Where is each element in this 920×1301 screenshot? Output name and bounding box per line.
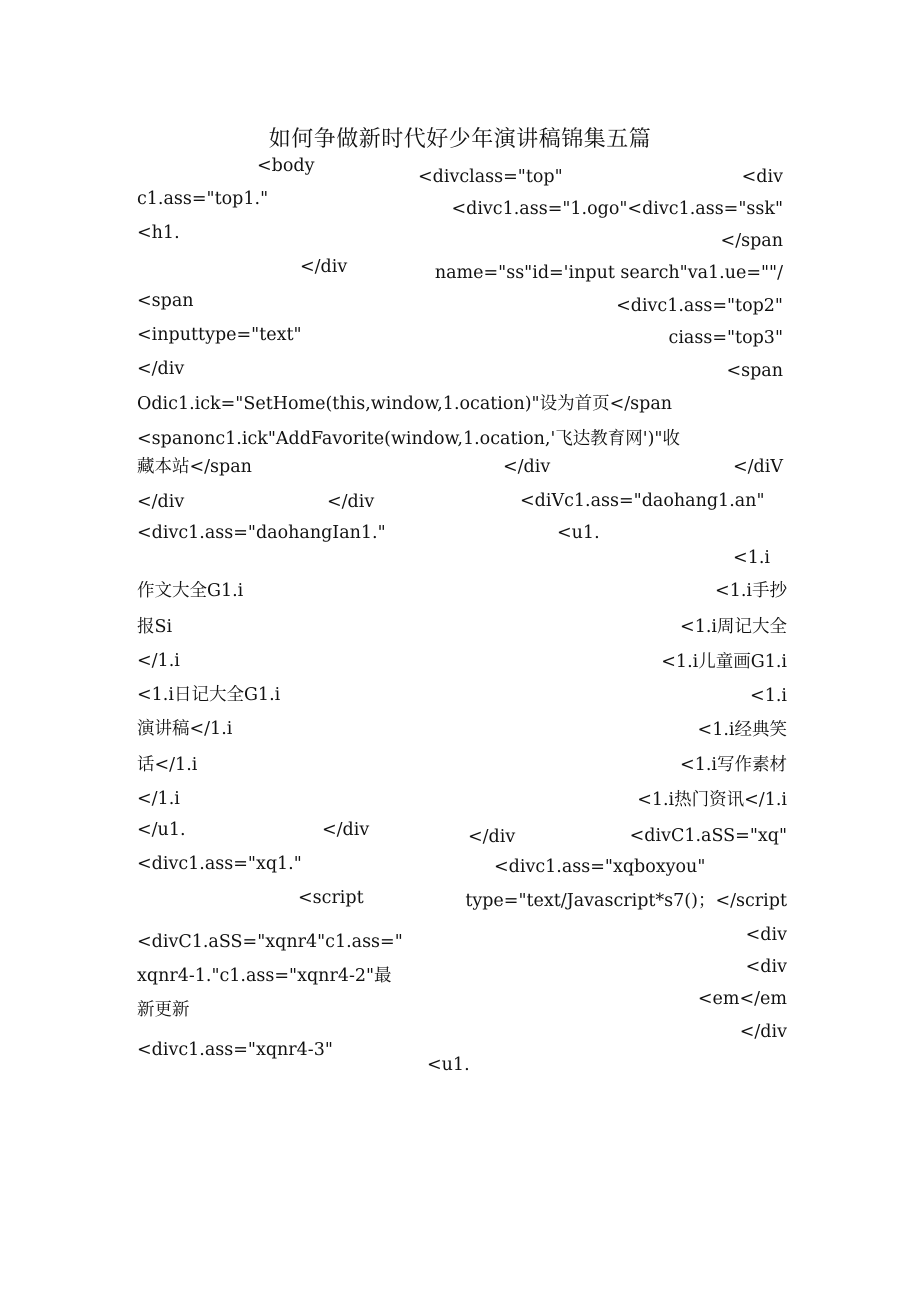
code-fragment: <1.i日记大全G1.i	[137, 685, 281, 705]
code-fragment: 作文大全G1.i	[137, 581, 244, 601]
code-fragment: 演讲稿</1.i	[137, 719, 233, 739]
code-fragment: <1.i儿童画G1.i	[661, 652, 787, 672]
code-fragment: name="ss"id='input search"va1.ue=""/	[434, 263, 783, 283]
code-fragment: <divC1.aSS="xqnr4"c1.ass="	[137, 932, 403, 952]
code-fragment: </1.i	[137, 789, 180, 809]
code-fragment: <body	[257, 156, 315, 176]
code-fragment: </1.i	[137, 651, 180, 671]
code-fragment: <1.i	[733, 548, 770, 568]
code-fragment: <1.i热门资讯</1.i	[637, 790, 787, 810]
code-fragment: 新更新	[137, 1000, 190, 1020]
code-fragment: c1.ass="top1."	[137, 189, 269, 209]
code-fragment: <div	[745, 957, 787, 977]
code-fragment: </diV	[733, 457, 783, 477]
code-fragment: ciass="top3"	[668, 328, 783, 348]
code-fragment: <div	[745, 925, 787, 945]
code-fragment: <1.i手抄	[715, 581, 787, 601]
code-fragment: </div	[327, 492, 375, 512]
code-fragment: <div	[741, 167, 783, 187]
code-fragment: <divc1.ass="xq1."	[137, 854, 302, 874]
code-fragment: </div	[322, 820, 370, 840]
code-fragment: type="text/Javascript*s7()；</script	[465, 891, 787, 911]
code-fragment: <u1.	[557, 523, 600, 543]
code-fragment: <1.i	[750, 686, 787, 706]
code-fragment: 藏本站</span	[137, 457, 252, 477]
document-title: 如何争做新时代好少年演讲稿锦集五篇	[268, 127, 652, 152]
code-fragment: <1.i写作素材	[680, 755, 787, 775]
code-fragment: <script	[298, 888, 364, 908]
code-fragment: </div	[739, 1022, 787, 1042]
code-fragment: <divc1.ass="daohangIan1."	[137, 523, 386, 543]
code-fragment: <1.i周记大全	[680, 617, 787, 637]
code-fragment: </u1.	[137, 820, 186, 840]
code-fragment: </span	[720, 231, 783, 251]
code-fragment: <divc1.ass="top2"	[616, 296, 783, 316]
code-fragment: <divc1.ass="1.ogo"<divc1.ass="ssk"	[451, 199, 783, 219]
code-fragment: <em</em	[697, 989, 787, 1009]
code-fragment: <h1.	[137, 223, 180, 243]
code-fragment: <divC1.aSS="xq"	[629, 826, 787, 846]
code-fragment: </div	[137, 359, 185, 379]
code-fragment: <inputtype="text"	[137, 325, 302, 345]
code-fragment: <1.i经典笑	[697, 720, 787, 740]
code-fragment: <divc1.ass="xqnr4-3"	[137, 1040, 333, 1060]
code-fragment: </div	[300, 257, 348, 277]
code-fragment: <spanonc1.ick"AddFavorite(window,1.ocation,'飞达教育网')"收	[137, 429, 680, 449]
code-fragment: <diVc1.ass="daohang1.an"	[520, 491, 765, 511]
code-fragment: <divclass="top"	[418, 167, 563, 187]
code-fragment: <u1.	[427, 1055, 470, 1075]
code-fragment: 报Si	[137, 617, 173, 637]
code-fragment: <span	[726, 361, 783, 381]
code-fragment: </div	[137, 492, 185, 512]
code-fragment: xqnr4-1."c1.ass="xqnr4-2"最	[137, 966, 392, 986]
code-fragment: Odic1.ick="SetHome(this,window,1.ocation)"设为首页</span	[137, 394, 673, 414]
code-fragment: 话</1.i	[137, 755, 198, 775]
code-fragment: </div	[503, 457, 551, 477]
code-fragment: <span	[137, 291, 194, 311]
code-fragment: </div	[468, 827, 516, 847]
code-fragment: <divc1.ass="xqboxyou"	[494, 857, 706, 877]
